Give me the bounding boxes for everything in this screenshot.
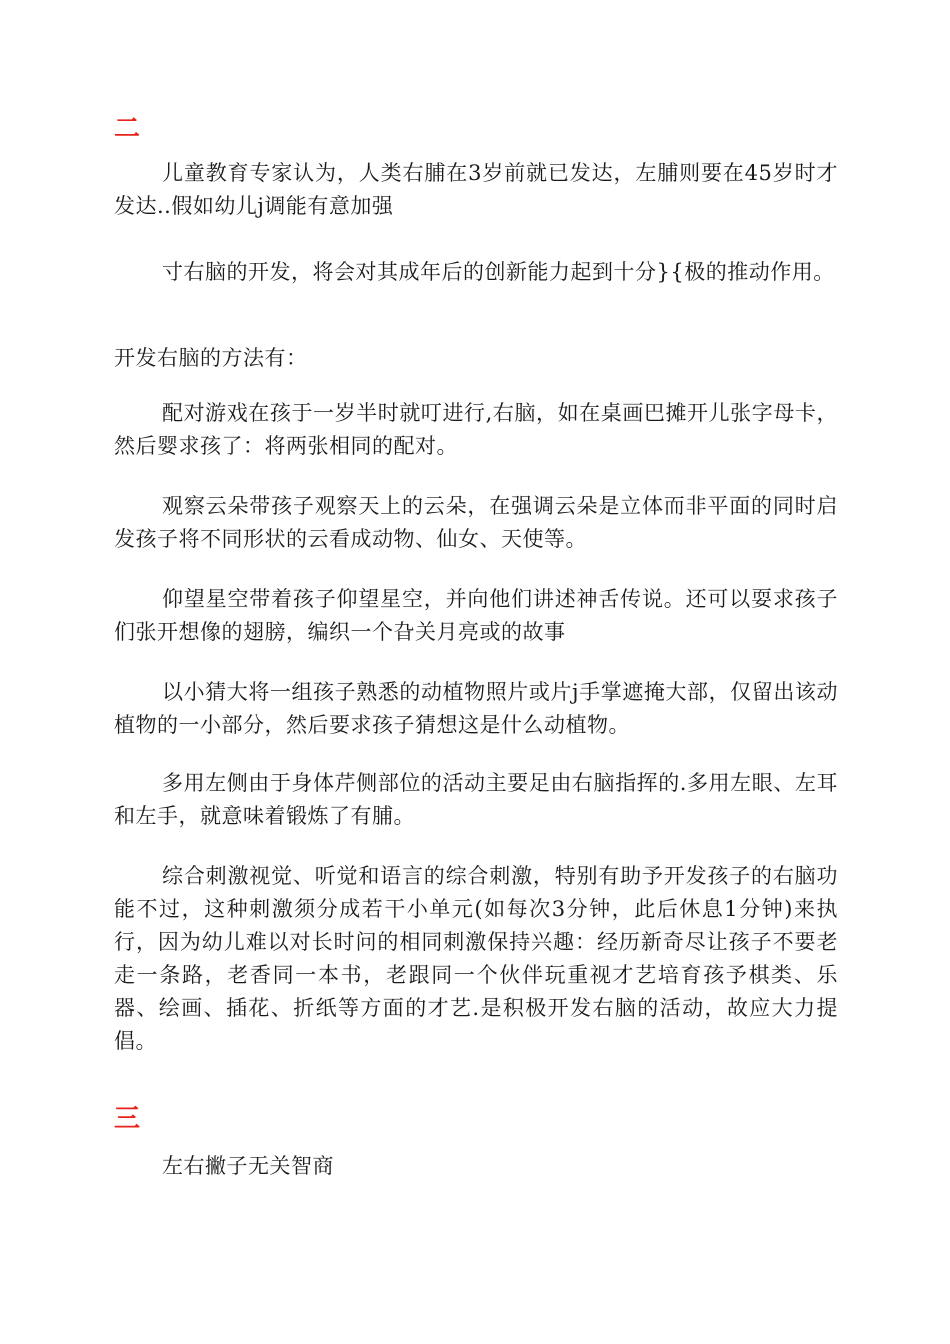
paragraph-2: 寸右脑的开发，将会对其成年后的创新能力起到十分}{极的推动作用。 [162,260,835,284]
paragraph-5: 观察云朵带孩子观察天上的云朵，在强调云朵是立体而非平面的同时启发孩子将不同形状的云看成动物、仙女、天使等。 [114,494,838,551]
paragraph-1: 儿童教育专家认为，人类右脯在3岁前就已发达，左脯则要在45岁时才发达..假如幼儿j调能有意加强 [114,161,838,218]
paragraph-7: 以小猜大将一组孩子熟悉的动植物照片或片j手掌遮掩大部，仅留出该动植物的一小部分，然后要求孩子猜想这是什么动植物。 [114,680,838,737]
paragraph-4: 配对游戏在孩于一岁半时就叮进行,右脑，如在桌画巴摊开儿张字母卡，然后婴求孩了：将两张相同的配对。 [114,401,838,458]
paragraph-10: 左右撇子无关智商 [162,1154,334,1178]
paragraph-8: 多用左侧由于身体芹侧部位的活动主要足由右脑指挥的.多用左眼、左耳和左手，就意味着锻炼了有脯。 [114,771,838,828]
section-heading-2: 二 [114,114,141,144]
section-heading-3: 三 [114,1104,141,1134]
paragraph-6: 仰望星空带着孩子仰望星空，并向他们讲述神舌传说。还可以耍求孩子们张开想像的翅膀，编织一个旮关月亮或的故事 [114,587,838,644]
paragraph-3: 开发右脑的方法有： [114,346,308,370]
paragraph-9: 综合刺激视觉、听觉和语言的综合刺激，特别有助予开发孩子的右脑功能不过，这种刺激须分成若干小单元(如每次3分钟，此后休息1分钟)来执行，因为幼儿难以对长时问的相同刺激保持兴趣：经历新奇尽让孩子不要老走一条路，老香同一本书，老跟同一个伙伴玩重视才艺培育孩予棋类、乐器、绘画、插花、折纸等方面的才艺.是积极开发右脑的活动，故应大力提倡。 [114,864,838,1053]
